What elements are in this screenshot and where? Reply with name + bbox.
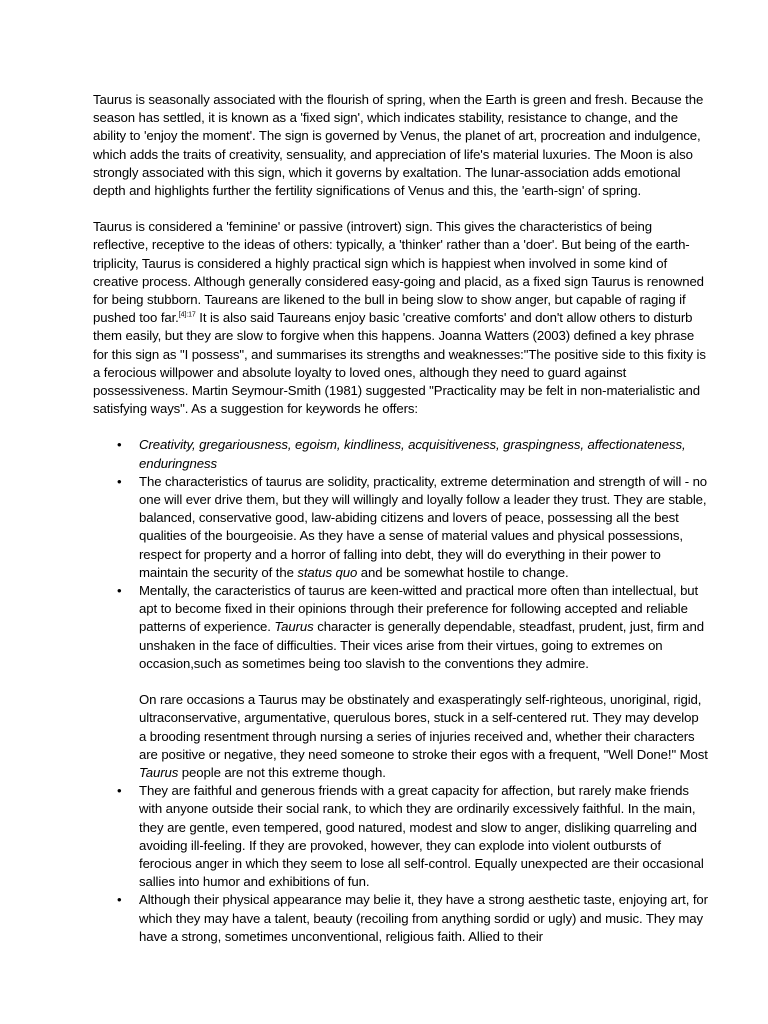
bullet-icon: • [117, 437, 122, 453]
citation-reference[interactable]: [4]:17 [178, 311, 196, 319]
list-item-emphasis: Taurus [139, 764, 179, 780]
list-item [93, 582, 708, 782]
paragraph-text: It is also said Taureans enjoy basic 'creative comforts' and don't allow others to disturb them easily, but they are slow to forgive when this happens. Joanna Watters (2003) defined a key phrase for this sign as "I possess", and summarises its strengths and weaknesses:"The positive side to this fixity is a ferocious willpower and absolute loyalty to loved ones, although they need to guard against possessiveness. Martin Seymour-Smith (1981) suggested "Practicality may be felt in non-materialistic and satisfying ways". As a suggestion for keywords he offers: [93, 310, 706, 417]
list-item-subparagraph [139, 691, 708, 782]
list-item [93, 436, 708, 472]
list-item-text: The characteristics of taurus are solidity, practicality, extreme determination and strength of will - no one will ever drive them, but they will willingly and loyally follow a leader they trust. They are stable, balanced, conservative good, law-abiding citizens and lovers of peace, possessing all the best qualities of the bourgeoisie. As they have a sense of material values and physical possessions, respect for property and a horror of falling into debt, they will do everything in their power to maintain the security of the [139, 473, 708, 580]
keyword-bullet-list [93, 436, 708, 945]
bullet-icon: • [117, 473, 122, 489]
list-item [93, 891, 708, 946]
list-item-text: On rare occasions a Taurus may be obstinately and exasperatingly self-righteous, unoriginal, rigid, ultraconservative, argumentative, querulous bores, stuck in a self-centered rut. They may develop a brooding resentment through nursing a series of injuries received and, whether their characters are positive or negative, they need someone to stroke their egos with a frequent, "Well Done!" Most [139, 692, 708, 762]
list-item-text: people are not this extreme though. [178, 764, 386, 780]
list-item-emphasis: Taurus [274, 619, 314, 635]
list-item [93, 473, 708, 582]
paragraph-seasonal-association: Taurus is seasonally associated with the flourish of spring, when the Earth is green and fresh. Because the season has settled, it is known as a 'fixed sign', which indicates stability, resistance to change, and the ability to 'enjoy the moment'. The sign is governed by Venus, the planet of art, procreation and indulgence, which adds the traits of creativity, sensuality, and appreciation of life's material luxuries. The Moon is also strongly associated with this sign, which it governs by exaltation. The lunar-association adds emotional depth and highlights further the fertility significations of Venus and this, the 'earth-sign' of spring. [93, 92, 704, 199]
list-item-text: They are faithful and generous friends with a great capacity for affection, but rarely make friends with anyone outside their social rank, to which they are ordinarily excessively faithful. In the main, they are gentle, even tempered, good natured, modest and slow to anger, disliking quarreling and avoiding ill-feeling. If they are provoked, however, they can explode into violent outbursts of ferocious anger in which they seem to lose all self-control. Equally unexpected are their occasional sallies into humor and exhibitions of fun. [139, 783, 704, 890]
paragraph-feminine-sign [93, 218, 708, 418]
list-item-text: Although their physical appearance may belie it, they have a strong aesthetic taste, enjoying art, for which they may have a talent, beauty (recoiling from anything sordid or ugly) and music. They may have a strong, sometimes unconventional, religious faith. Allied to their [139, 892, 708, 944]
paragraph-text: Taurus is considered a 'feminine' or passive (introvert) sign. This gives the characteristics of being reflective, receptive to the ideas of others: typically, a 'thinker' rather than a 'doer'. But being of the earth-triplicity, Taurus is considered a highly practical sign which is happiest when involved in some kind of creative process. Although generally considered easy-going and placid, as a fixed sign Taurus is renowned for being stubborn. Taureans are likened to the bull in being slow to show anger, but capable of raging if pushed too far. [93, 219, 704, 326]
list-item-emphasis: status quo [297, 564, 358, 580]
list-item-text: character is generally dependable, steadfast, prudent, just, firm and unshaken in the face of difficulties. Their vices arise from their virtues, going to extremes on occasion,such as sometimes being too slavish to the conventions they admire. [139, 619, 704, 671]
list-item [93, 782, 708, 891]
bullet-icon: • [117, 783, 122, 799]
list-item-text: Mentally, the caracteristics of taurus are keen-witted and practical more often than intellectual, but apt to become fixed in their opinions through their preference for following accepted and reliable patterns of experience. [139, 583, 699, 635]
bullet-icon: • [117, 583, 122, 599]
keywords-text: Creativity, gregariousness, egoism, kindliness, acquisitiveness, graspingness, affectionateness, enduringness [139, 437, 686, 471]
list-item-text: and be somewhat hostile to change. [357, 564, 569, 580]
bullet-icon: • [117, 892, 122, 908]
